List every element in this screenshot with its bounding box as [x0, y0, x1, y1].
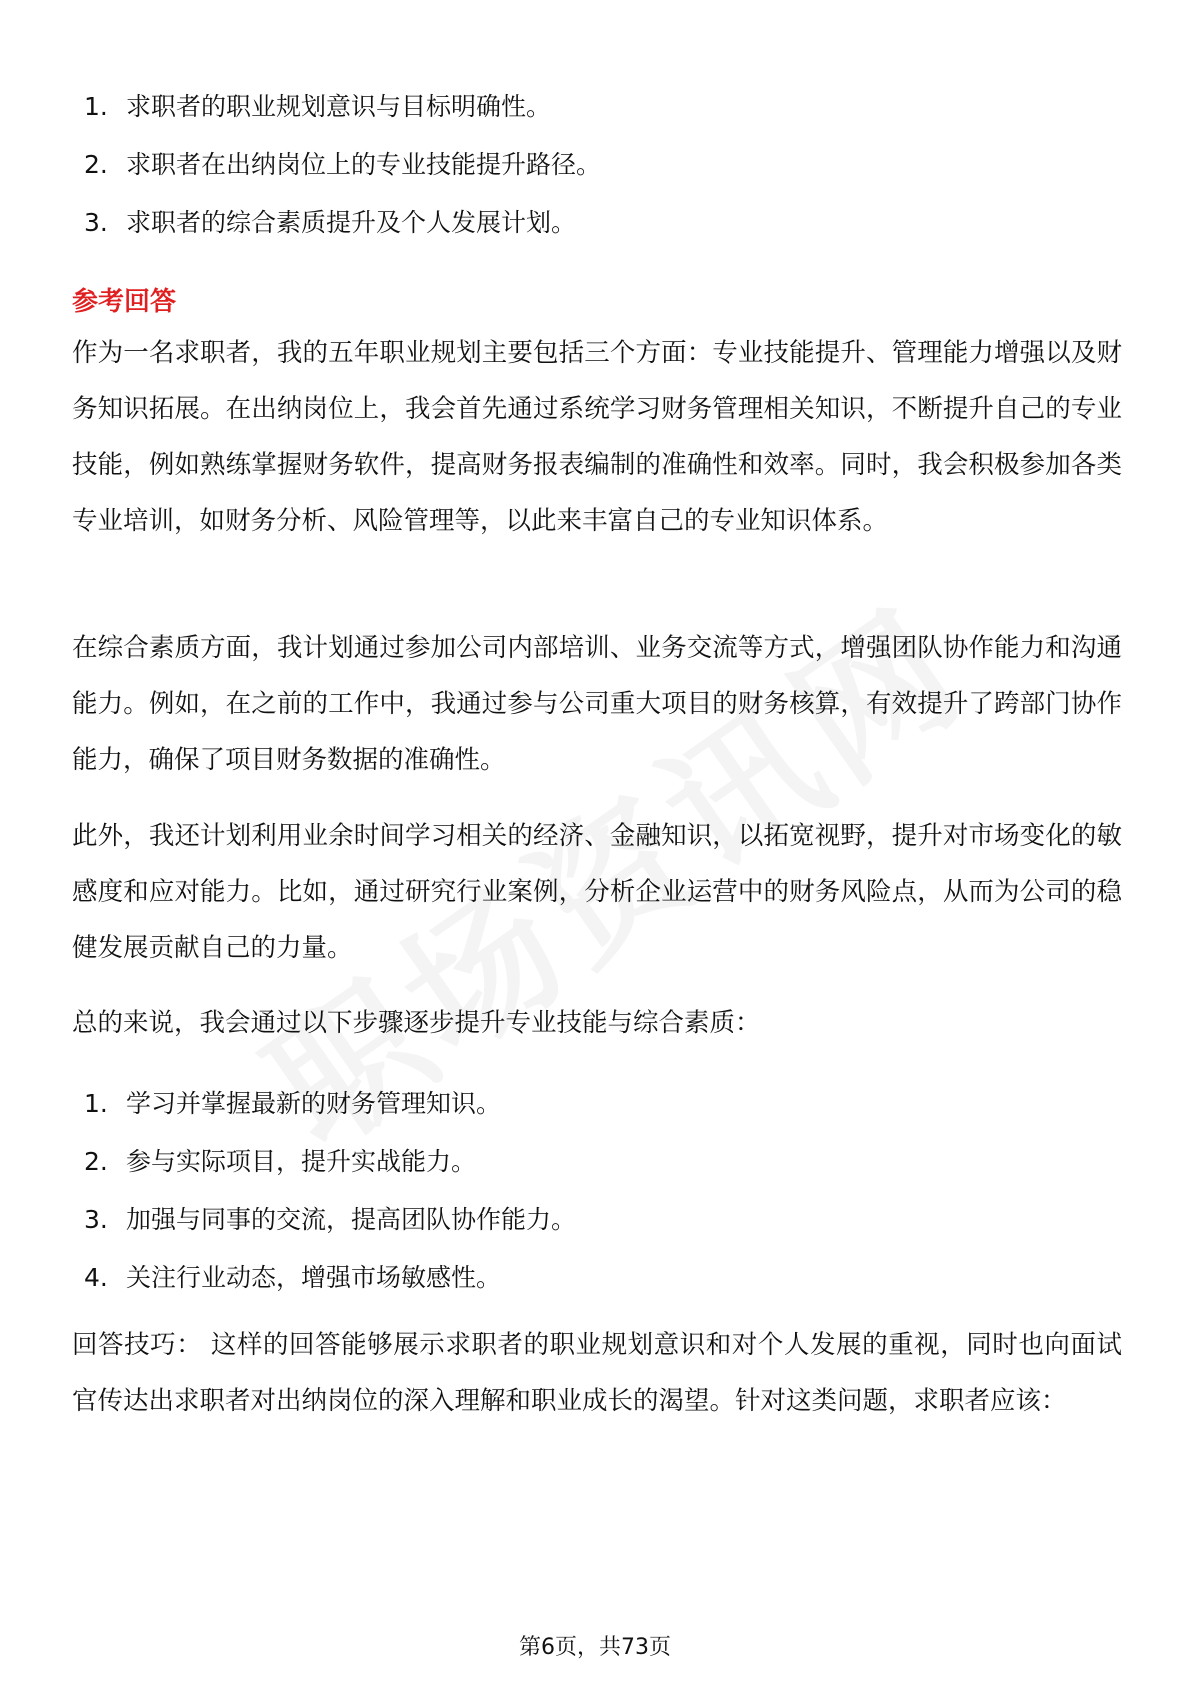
- list-item-text: 关注行业动态，增强市场敏感性。: [126, 1263, 502, 1292]
- list-item-number: 3.: [84, 208, 108, 237]
- list-item-text: 学习并掌握最新的财务管理知识。: [126, 1089, 502, 1118]
- list-item-number: 2.: [84, 150, 108, 179]
- paragraph: 此外，我还计划利用业余时间学习相关的经济、金融知识，以拓宽视野，提升对市场变化的敏感度和应对能力。比如，通过研究行业案例，分析企业运营中的财务风险点，从而为公司的稳健发展贡献自己的力量。: [72, 821, 1122, 963]
- paragraph: 在综合素质方面，我计划通过参加公司内部培训、业务交流等方式，增强团队协作能力和沟通能力。例如，在之前的工作中，我通过参与公司重大项目的财务核算，有效提升了跨部门协作能力，确保了项目财务数据的准确性。: [72, 633, 1122, 775]
- paragraph: 作为一名求职者，我的五年职业规划主要包括三个方面：专业技能提升、管理能力增强以及财务知识拓展。在出纳岗位上，我会首先通过系统学习财务管理相关知识，不断提升自己的专业技能，例如熟练掌握财务软件，提高财务报表编制的准确性和效率。同时，我会积极参加各类专业培训，如财务分析、风险管理等，以此来丰富自己的专业知识体系。: [72, 338, 1122, 536]
- list-item-text: 参与实际项目，提升实战能力。: [126, 1147, 477, 1176]
- page-number: 第6页，共73页: [519, 1635, 671, 1660]
- list-item-text: 求职者在出纳岗位上的专业技能提升路径。: [126, 150, 602, 179]
- list-item-number: 2.: [84, 1147, 108, 1176]
- list-item-number: 1.: [84, 1089, 108, 1118]
- paragraph: 总的来说，我会通过以下步骤逐步提升专业技能与综合素质：: [72, 1008, 761, 1038]
- list-item-number: 3.: [84, 1205, 108, 1234]
- list-item-text: 加强与同事的交流，提高团队协作能力。: [126, 1205, 577, 1234]
- answer-heading: 参考回答: [72, 287, 177, 317]
- list-item-text: 求职者的职业规划意识与目标明确性。: [126, 92, 552, 121]
- tips-paragraph: 回答技巧： 这样的回答能够展示求职者的职业规划意识和对个人发展的重视，同时也向面试官传达出求职者对出纳岗位的深入理解和职业成长的渴望。针对这类问题，求职者应该：: [72, 1330, 1122, 1416]
- list-item-text: 求职者的综合素质提升及个人发展计划。: [126, 208, 577, 237]
- list-item-number: 1.: [84, 92, 108, 121]
- list-item-number: 4.: [84, 1263, 108, 1292]
